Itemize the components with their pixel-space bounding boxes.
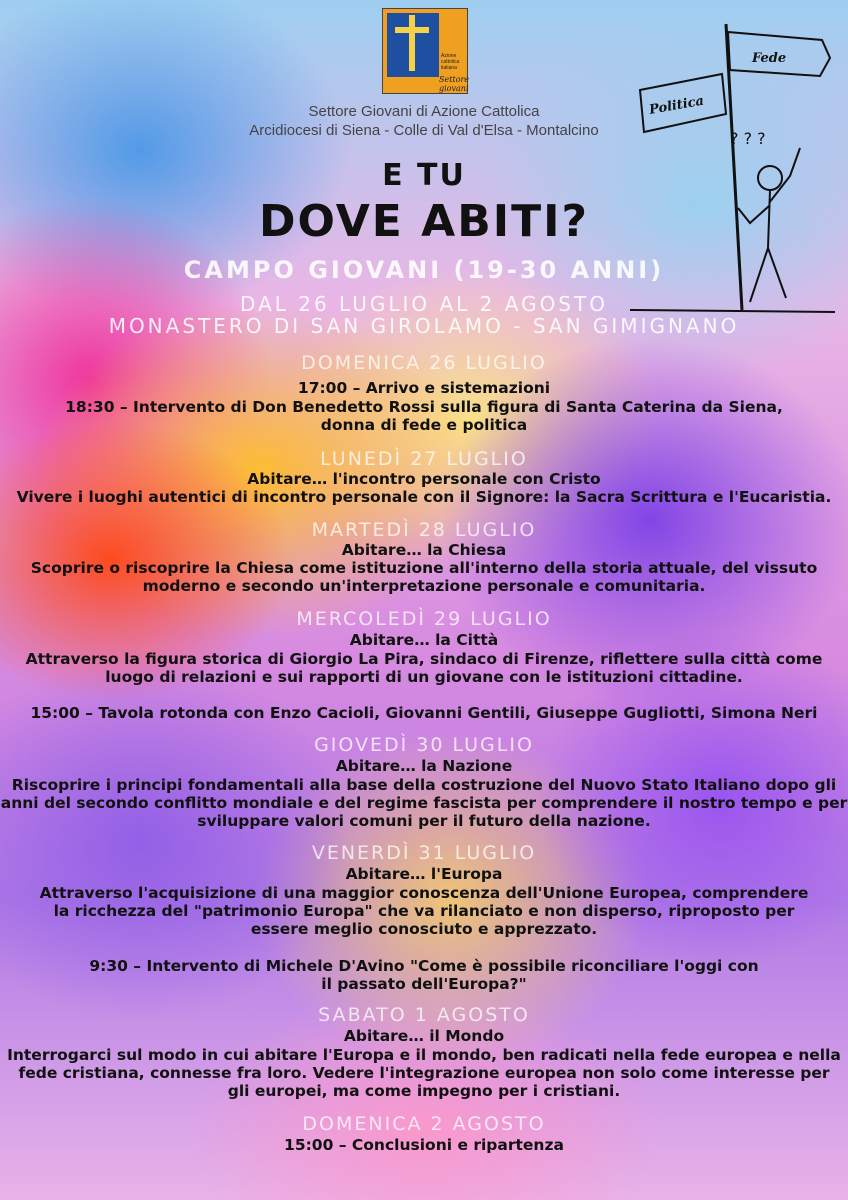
program-line: luogo di relazioni e sui rapporti di un giovane con le istituzioni cittadine. xyxy=(105,668,743,686)
program-line: gli europei, ma come impegno per i cristiani. xyxy=(227,1082,621,1100)
day-heading-2: LUNEDÌ 27 LUGLIO xyxy=(320,448,528,470)
sign-fede-label: Fede xyxy=(752,51,787,66)
program-line: 9:30 – Intervento di Michele D'Avino "Come è possibile riconciliare l'oggi con xyxy=(89,957,759,975)
program-line: donna di fede e politica xyxy=(320,416,528,434)
program-line: 15:00 – Conclusioni e ripartenza xyxy=(284,1136,564,1154)
program-line: Abitare… la Città xyxy=(349,631,499,649)
day-heading-4: MERCOLEDÌ 29 LUGLIO xyxy=(296,608,552,630)
azione-cattolica-logo xyxy=(382,8,468,94)
title-line1: E TU xyxy=(382,158,466,193)
org-name: Settore Giovani di Azione Cattolica xyxy=(308,103,540,120)
sign-politica-label: Politica xyxy=(648,93,706,118)
org-diocese: Arcidiocesi di Siena - Colle di Val d'Elsa - Montalcino xyxy=(249,122,599,139)
day-heading-7: SABATO 1 AGOSTO xyxy=(318,1004,530,1026)
program-line: 18:30 – Intervento di Don Benedetto Rossi sulla figura di Santa Caterina da Siena, xyxy=(65,398,783,416)
program-line: Attraverso la figura storica di Giorgio La Pira, sindaco di Firenze, riflettere sulla città come xyxy=(25,650,823,668)
program-line: Vivere i luoghi autentici di incontro personale con il Signore: la Sacra Scrittura e l'Eucaristia. xyxy=(16,488,832,506)
program-line: Abitare… l'incontro personale con Cristo xyxy=(247,470,601,488)
program-line: Attraverso l'acquisizione di una maggior conoscenza dell'Unione Europea, comprendere xyxy=(39,884,809,902)
day-heading-8: DOMENICA 2 AGOSTO xyxy=(302,1113,546,1135)
program-line: Interrogarci sul modo in cui abitare l'Europa e il mondo, ben radicati nella fede europea e nella xyxy=(7,1046,841,1064)
program-line: Abitare… l'Europa xyxy=(345,865,503,883)
program-line: fede cristiana, connesse fra loro. Vedere l'integrazione europea non solo come interesse per xyxy=(18,1064,830,1082)
title-line2: DOVE ABITI? xyxy=(258,196,590,247)
svg-text:? ? ?: ? ? ? xyxy=(730,129,766,148)
program-line: anni del secondo conflitto mondiale e del regime fascista per comprendere il nostro tempo e per xyxy=(0,794,848,812)
program-line: 15:00 – Tavola rotonda con Enzo Cacioli, Giovanni Gentili, Giuseppe Gugliotti, Simona Neri xyxy=(30,704,818,722)
logo-text: Azione cattolica italiana xyxy=(441,53,460,71)
day-heading-5: GIOVEDÌ 30 LUGLIO xyxy=(314,734,534,756)
day-heading-6: VENERDÌ 31 LUGLIO xyxy=(311,842,537,864)
program-line: sviluppare valori comuni per il futuro della nazione. xyxy=(197,812,651,830)
program-line: essere meglio conosciuto e apprezzato. xyxy=(250,920,598,938)
cross-icon-bar xyxy=(395,27,429,33)
program-line: Abitare… la Nazione xyxy=(335,757,513,775)
logo-subtext: Settore giovani xyxy=(439,75,470,93)
program-line: 17:00 – Arrivo e sistemazioni xyxy=(297,379,551,397)
camp-venue: MONASTERO DI SAN GIROLAMO - SAN GIMIGNANO xyxy=(108,314,740,338)
program-line: moderno e secondo un'interpretazione personale e comunitaria. xyxy=(142,577,706,595)
cross-icon xyxy=(409,15,415,71)
subtitle: CAMPO GIOVANI (19-30 ANNI) xyxy=(183,256,665,284)
program-line: Riscoprire i principi fondamentali alla base della costruzione del Nuovo Stato Italiano dopo gli xyxy=(11,776,837,794)
program-line: Scoprire o riscoprire la Chiesa come istituzione all'interno della storia attuale, del vissuto xyxy=(30,559,818,577)
program-line: Abitare… il Mondo xyxy=(343,1027,505,1045)
program-line: Abitare… la Chiesa xyxy=(341,541,507,559)
day-heading-3: MARTEDÌ 28 LUGLIO xyxy=(311,519,537,541)
program-line: il passato dell'Europa?" xyxy=(321,975,527,993)
program-line: la ricchezza del "patrimonio Europa" che va rilanciato e non disperso, riproposto per xyxy=(53,902,795,920)
camp-dates: DAL 26 LUGLIO AL 2 AGOSTO xyxy=(240,292,608,316)
day-heading-1: DOMENICA 26 LUGLIO xyxy=(301,352,547,374)
